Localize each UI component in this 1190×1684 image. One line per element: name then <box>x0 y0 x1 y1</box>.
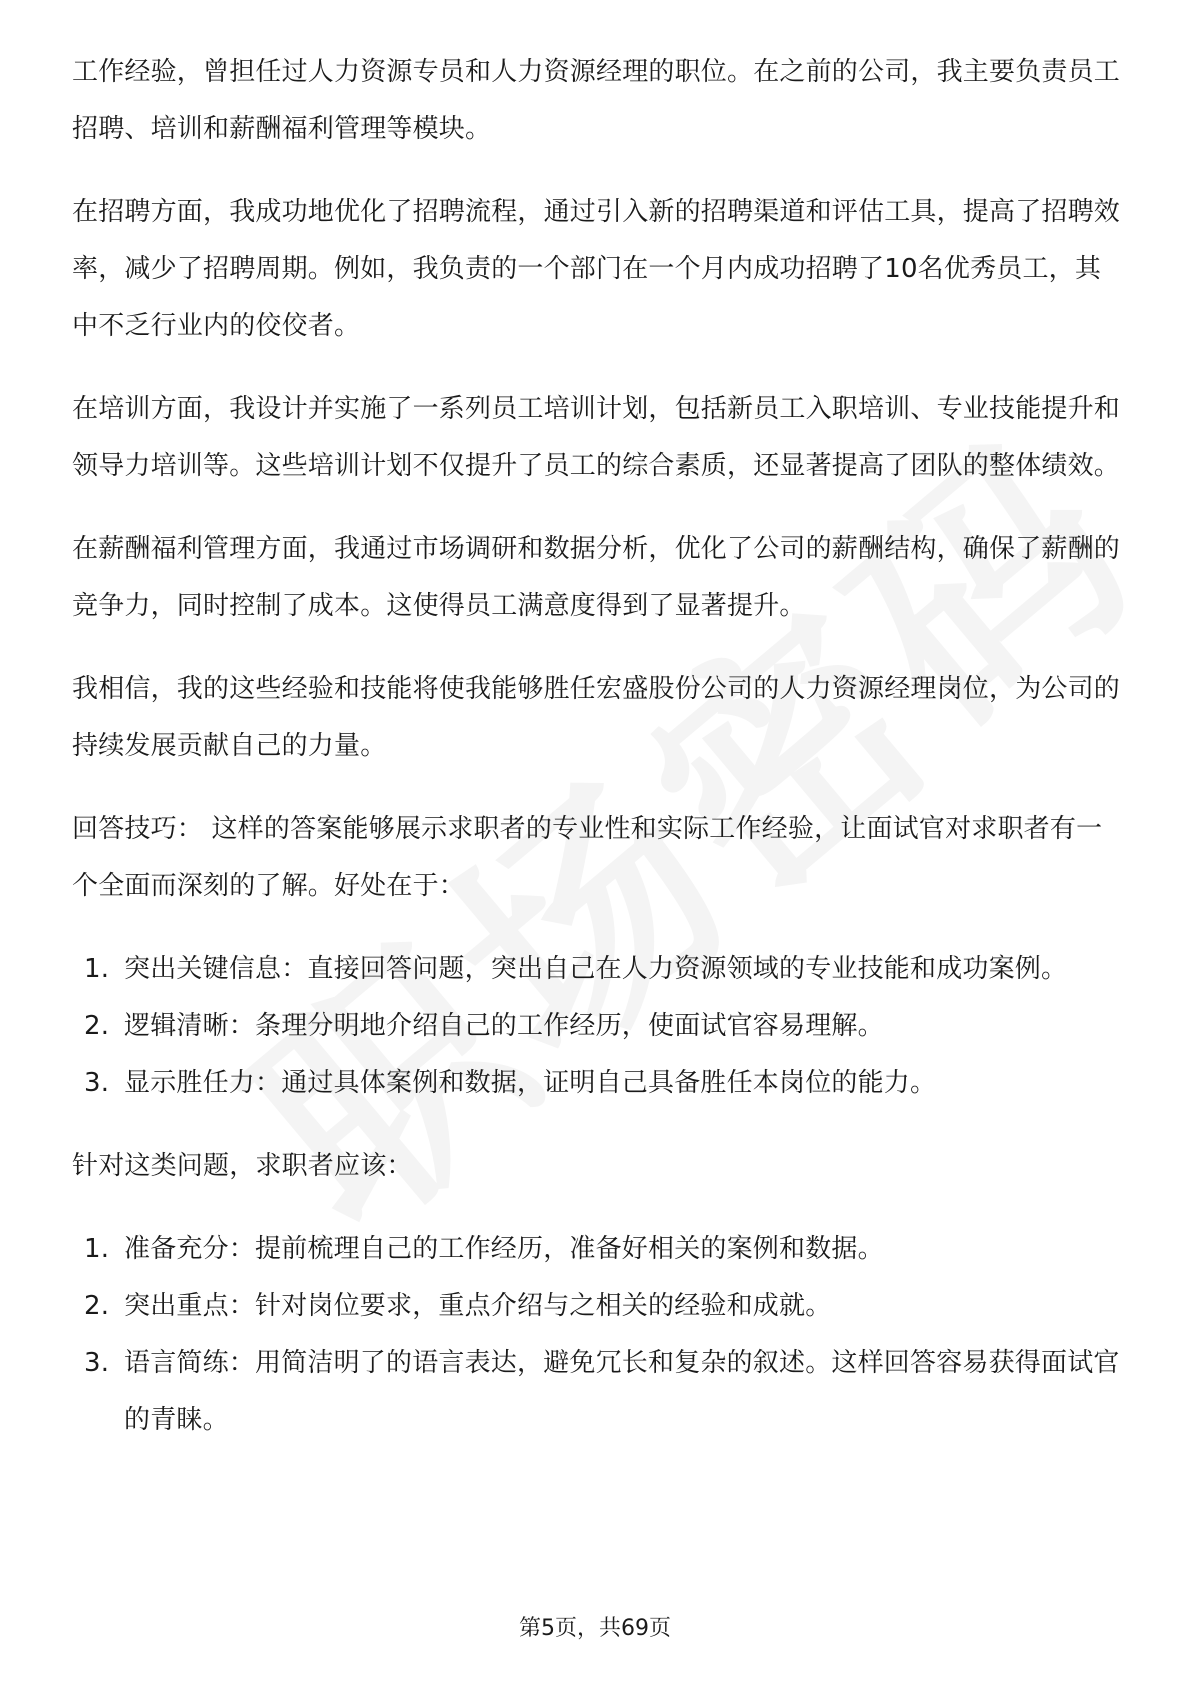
list-item <box>72 998 1122 1055</box>
list-item <box>72 1055 1122 1112</box>
paragraph: 针对这类问题，求职者应该： <box>72 1151 413 1181</box>
list-text: 准备充分：提前梳理自己的工作经历，准备好相关的案例和数据。 <box>124 1234 884 1264</box>
list-text: 突出关键信息：直接回答问题，突出自己在人力资源领域的专业技能和成功案例。 <box>124 954 1068 984</box>
list-text: 逻辑清晰：条理分明地介绍自己的工作经历，使面试官容易理解。 <box>124 1011 884 1041</box>
list-text: 突出重点：针对岗位要求，重点介绍与之相关的经验和成就。 <box>124 1291 832 1321</box>
list-item <box>72 1335 1122 1449</box>
list-number: 2. <box>84 1291 110 1321</box>
paragraph: 工作经验，曾担任过人力资源专员和人力资源经理的职位。在之前的公司，我主要负责员工招聘、培训和薪酬福利管理等模块。 <box>72 57 1121 144</box>
paragraph: 在招聘方面，我成功地优化了招聘流程，通过引入新的招聘渠道和评估工具，提高了招聘效率，减少了招聘周期。例如，我负责的一个部门在一个月内成功招聘了10名优秀员工，其中不乏行业内的佼佼者。 <box>72 197 1121 341</box>
document-body <box>72 44 1122 1475</box>
list-number: 1. <box>84 954 110 984</box>
tips-list <box>72 1221 1122 1449</box>
list-item <box>72 1221 1122 1278</box>
list-item <box>72 941 1122 998</box>
advantages-list <box>72 941 1122 1112</box>
list-number: 2. <box>84 1011 110 1041</box>
list-number: 1. <box>84 1234 110 1264</box>
list-number: 3. <box>84 1068 110 1098</box>
list-item <box>72 1278 1122 1335</box>
list-text: 语言简练：用简洁明了的语言表达，避免冗长和复杂的叙述。这样回答容易获得面试官的青睐。 <box>124 1348 1120 1435</box>
list-text: 显示胜任力：通过具体案例和数据，证明自己具备胜任本岗位的能力。 <box>124 1068 937 1098</box>
paragraph: 在培训方面，我设计并实施了一系列员工培训计划，包括新员工入职培训、专业技能提升和领导力培训等。这些培训计划不仅提升了员工的综合素质，还显著提高了团队的整体绩效。 <box>72 394 1121 481</box>
paragraph: 回答技巧： 这样的答案能够展示求职者的专业性和实际工作经验，让面试官对求职者有一个全面而深刻的了解。好处在于： <box>72 814 1103 901</box>
page-footer: 第5页，共69页 <box>519 1616 671 1641</box>
paragraph: 在薪酬福利管理方面，我通过市场调研和数据分析，优化了公司的薪酬结构，确保了薪酬的竞争力，同时控制了成本。这使得员工满意度得到了显著提升。 <box>72 534 1121 621</box>
paragraph: 我相信，我的这些经验和技能将使我能够胜任宏盛股份公司的人力资源经理岗位，为公司的持续发展贡献自己的力量。 <box>72 674 1121 761</box>
list-number: 3. <box>84 1348 110 1378</box>
